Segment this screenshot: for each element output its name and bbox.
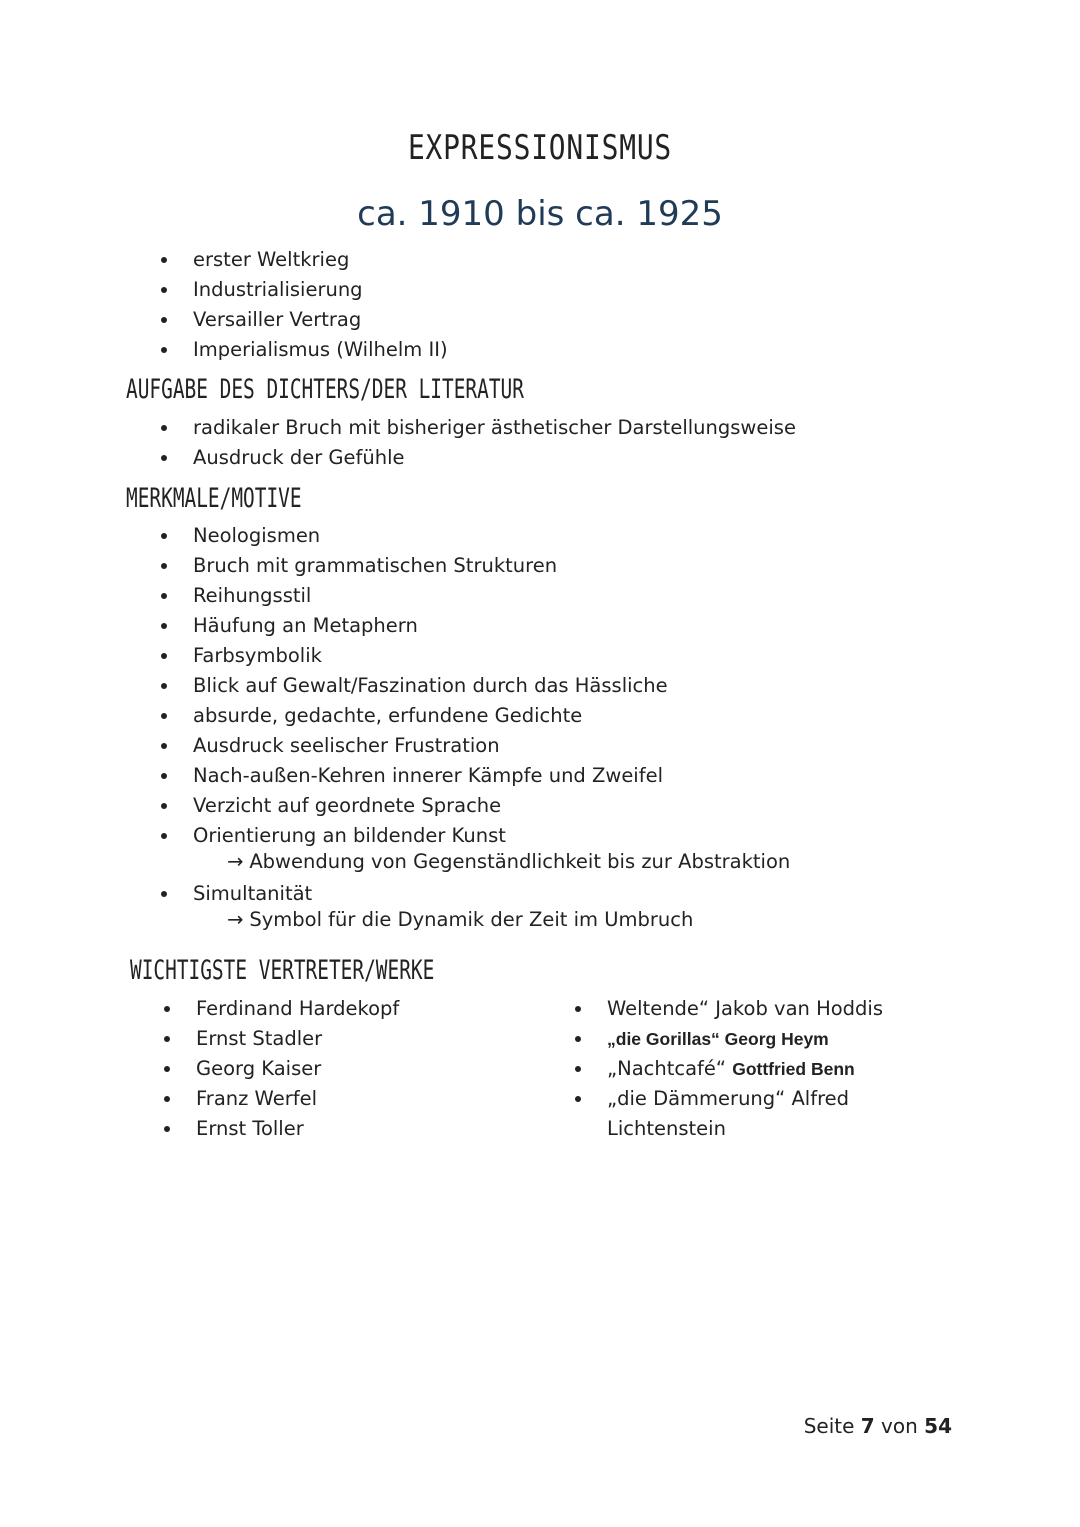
arrow-right-icon: →	[227, 908, 244, 931]
list-item: Industrialisierung	[193, 275, 448, 305]
list-item: „die Gorillas“ Georg Heym	[607, 1024, 883, 1054]
bullet-icon	[164, 1096, 170, 1102]
list-item: Neologismen	[193, 521, 668, 551]
list-item: Nach-außen-Kehren innerer Kämpfe und Zweifel	[193, 761, 668, 791]
list-item: Orientierung an bildender Kunst	[193, 821, 668, 851]
bullet-icon	[164, 1036, 170, 1042]
bullet-icon	[575, 1096, 581, 1102]
context-list	[193, 245, 448, 365]
list-item: Reihungsstil	[193, 581, 668, 611]
list-item: absurde, gedachte, erfundene Gedichte	[193, 701, 668, 731]
bullet-icon	[575, 1036, 581, 1042]
works-list	[607, 994, 883, 1140]
list-item: Simultanität	[193, 879, 312, 909]
list-item: „die Dämmerung“ Alfred Lichtenstein	[607, 1084, 883, 1140]
list-item: Blick auf Gewalt/Faszination durch das Hässliche	[193, 671, 668, 701]
list-item: Franz Werfel	[196, 1084, 399, 1114]
bullet-icon	[164, 1066, 170, 1072]
bullet-icon	[161, 593, 167, 599]
bullet-icon	[161, 287, 167, 293]
list-item: Imperialismus (Wilhelm II)	[193, 335, 448, 365]
list-item: Ausdruck seelischer Frustration	[193, 731, 668, 761]
bullet-icon	[161, 891, 167, 897]
list-item: Häufung an Metaphern	[193, 611, 668, 641]
bullet-icon	[161, 455, 167, 461]
list-item: „Nachtcafé“ Gottfried Benn	[607, 1054, 883, 1084]
task-list	[193, 413, 796, 473]
bullet-icon	[161, 563, 167, 569]
bullet-icon	[575, 1066, 581, 1072]
list-item: radikaler Bruch mit bisheriger ästhetischer Darstellungsweise	[193, 413, 796, 443]
section-heading-task: AUFGABE DES DICHTERS/DER LITERATUR	[126, 374, 524, 405]
list-item: Verzicht auf geordnete Sprache	[193, 791, 668, 821]
bullet-icon	[161, 653, 167, 659]
bullet-icon	[161, 743, 167, 749]
authors-list	[196, 994, 399, 1144]
list-item: Ernst Toller	[196, 1114, 399, 1144]
sub-point: → Symbol für die Dynamik der Zeit im Umbruch	[227, 908, 694, 931]
list-item: Ausdruck der Gefühle	[193, 443, 796, 473]
list-item: erster Weltkrieg	[193, 245, 448, 275]
page-title: EXPRESSIONISMUS	[407, 128, 673, 168]
page-number: Seite 7 von 54	[803, 1414, 952, 1438]
bullet-icon	[161, 347, 167, 353]
bullet-icon	[164, 1126, 170, 1132]
list-item: Weltende“ Jakob van Hoddis	[607, 994, 883, 1024]
list-item: Georg Kaiser	[196, 1054, 399, 1084]
list-item: Versailler Vertrag	[193, 305, 448, 335]
list-item: Bruch mit grammatischen Strukturen	[193, 551, 668, 581]
bullet-icon	[575, 1006, 581, 1012]
bullet-icon	[161, 803, 167, 809]
bullet-icon	[161, 713, 167, 719]
bullet-icon	[161, 833, 167, 839]
sub-point: → Abwendung von Gegenständlichkeit bis zur Abstraktion	[227, 850, 791, 873]
features-list	[193, 521, 668, 851]
period-subtitle: ca. 1910 bis ca. 1925	[357, 194, 723, 234]
bullet-icon	[164, 1006, 170, 1012]
features-list-last	[193, 879, 312, 909]
list-item: Ferdinand Hardekopf	[196, 994, 399, 1024]
bullet-icon	[161, 317, 167, 323]
bullet-icon	[161, 533, 167, 539]
bullet-icon	[161, 425, 167, 431]
bullet-icon	[161, 683, 167, 689]
list-item: Ernst Stadler	[196, 1024, 399, 1054]
bullet-icon	[161, 773, 167, 779]
section-heading-authors: WICHTIGSTE VERTRETER/WERKE	[130, 955, 435, 986]
bullet-icon	[161, 623, 167, 629]
list-item: Farbsymbolik	[193, 641, 668, 671]
arrow-right-icon: →	[227, 850, 244, 873]
bullet-icon	[161, 257, 167, 263]
section-heading-features: MERKMALE/MOTIVE	[126, 483, 302, 514]
